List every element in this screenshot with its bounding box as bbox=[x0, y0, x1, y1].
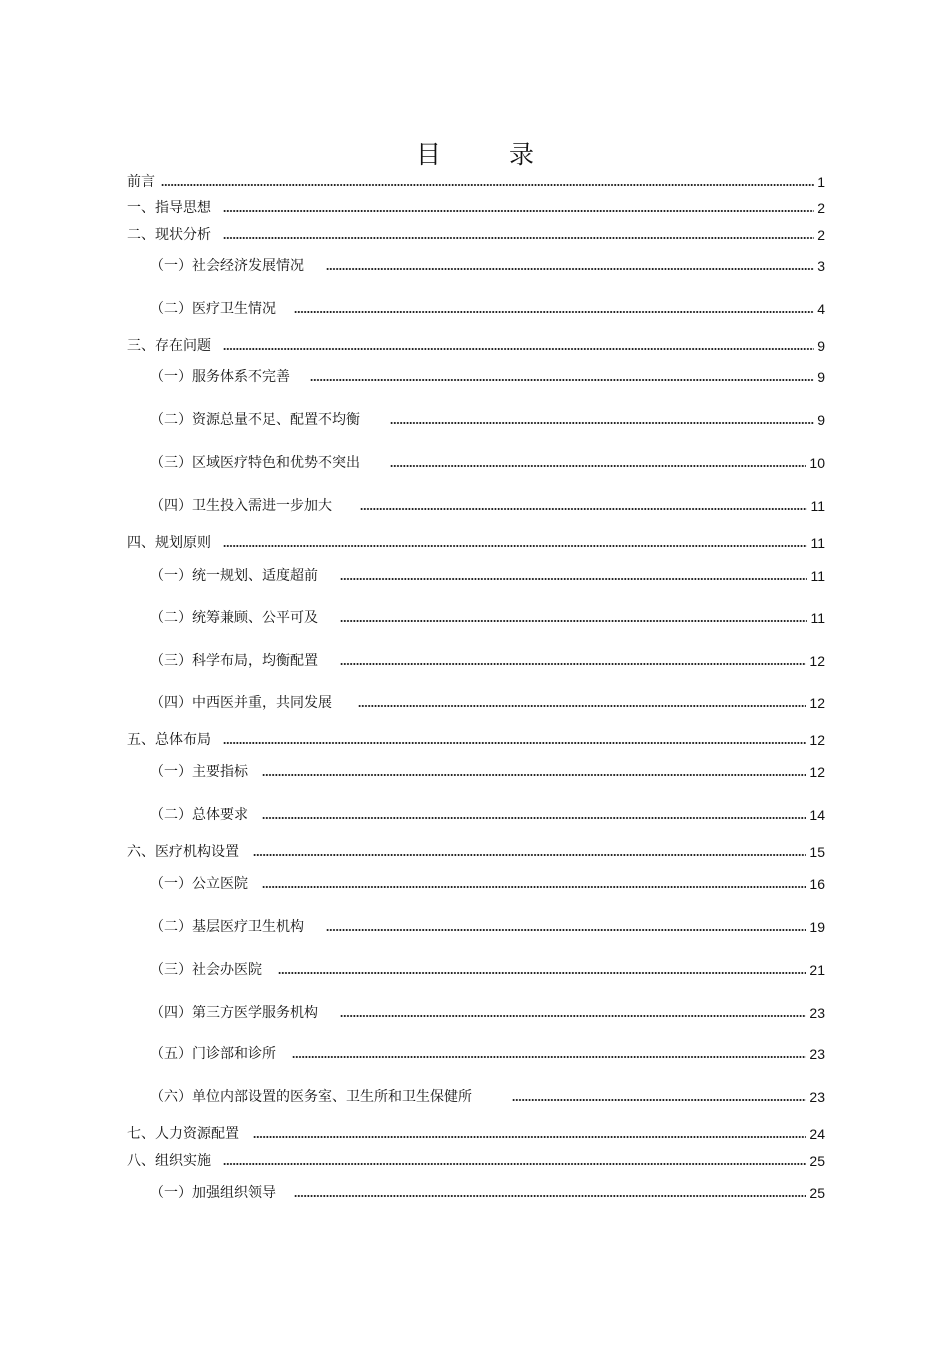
toc-entry-label: 七、人力资源配置 bbox=[127, 1126, 239, 1142]
toc-entry-12[interactable] bbox=[150, 608, 825, 628]
toc-entry-19[interactable] bbox=[150, 874, 825, 894]
toc-entry-page: 11 bbox=[810, 610, 825, 626]
toc-entry-page: 2 bbox=[817, 227, 825, 243]
toc-entry-17[interactable] bbox=[150, 805, 825, 825]
toc-entry-label: 三、存在问题 bbox=[127, 338, 211, 354]
toc-entry-20[interactable] bbox=[150, 917, 825, 937]
toc-dot-leader bbox=[340, 1013, 806, 1019]
toc-dot-leader bbox=[223, 208, 814, 214]
toc-entry-page: 4 bbox=[817, 301, 825, 317]
toc-entry-0[interactable] bbox=[127, 172, 825, 192]
toc-entry-page: 23 bbox=[809, 1046, 825, 1062]
toc-entry-11[interactable] bbox=[150, 566, 825, 586]
toc-dot-leader bbox=[262, 815, 806, 821]
toc-entry-label: （二）统筹兼顾、公平可及 bbox=[150, 610, 318, 626]
toc-entry-label: 一、指导思想 bbox=[127, 200, 211, 216]
toc-dot-leader bbox=[292, 1054, 806, 1060]
toc-entry-26[interactable] bbox=[127, 1151, 825, 1171]
toc-entry-label: 八、组织实施 bbox=[127, 1153, 211, 1169]
toc-entry-2[interactable] bbox=[127, 225, 825, 245]
toc-entry-label: （二）医疗卫生情况 bbox=[150, 301, 276, 317]
toc-entry-label: （一）统一规划、适度超前 bbox=[150, 568, 318, 584]
toc-dot-leader bbox=[223, 346, 814, 352]
toc-dot-leader bbox=[340, 661, 806, 667]
toc-entry-label: （四）中西医并重，共同发展 bbox=[150, 695, 332, 711]
toc-entry-page: 1 bbox=[817, 174, 825, 190]
toc-dot-leader bbox=[223, 235, 814, 241]
toc-entry-page: 3 bbox=[817, 258, 825, 274]
toc-entry-page: 12 bbox=[809, 764, 825, 780]
toc-entry-label: （三）科学布局，均衡配置 bbox=[150, 653, 318, 669]
toc-entry-3[interactable] bbox=[150, 256, 825, 276]
toc-entry-label: 前言 bbox=[127, 174, 155, 190]
toc-entry-label: （一）服务体系不完善 bbox=[150, 369, 290, 385]
toc-dot-leader bbox=[223, 740, 806, 746]
toc-entry-page: 15 bbox=[809, 844, 825, 860]
toc-entry-page: 24 bbox=[809, 1126, 825, 1142]
toc-entry-label: （一）主要指标 bbox=[150, 764, 248, 780]
toc-dot-leader bbox=[340, 618, 807, 624]
toc-entry-18[interactable] bbox=[127, 842, 825, 862]
toc-entry-4[interactable] bbox=[150, 299, 825, 319]
toc-entry-label: （二）基层医疗卫生机构 bbox=[150, 919, 304, 935]
toc-dot-leader bbox=[512, 1097, 806, 1103]
toc-entry-page: 23 bbox=[809, 1005, 825, 1021]
toc-dot-leader bbox=[294, 309, 814, 315]
toc-entry-page: 16 bbox=[809, 876, 825, 892]
toc-entry-page: 10 bbox=[809, 455, 825, 471]
toc-entry-page: 11 bbox=[810, 568, 825, 584]
toc-entry-page: 2 bbox=[817, 200, 825, 216]
toc-entry-label: （一）公立医院 bbox=[150, 876, 248, 892]
toc-entry-label: （三）区域医疗特色和优势不突出 bbox=[150, 455, 360, 471]
toc-entry-page: 9 bbox=[817, 412, 825, 428]
toc-entry-7[interactable] bbox=[150, 410, 825, 430]
toc-entry-page: 12 bbox=[809, 695, 825, 711]
toc-entry-page: 9 bbox=[817, 338, 825, 354]
toc-entry-page: 23 bbox=[809, 1089, 825, 1105]
toc-entry-label: （一）社会经济发展情况 bbox=[150, 258, 304, 274]
toc-entry-page: 11 bbox=[810, 498, 825, 514]
toc-dot-leader bbox=[340, 576, 807, 582]
toc-entry-15[interactable] bbox=[127, 730, 825, 750]
toc-dot-leader bbox=[253, 852, 806, 858]
toc-entry-5[interactable] bbox=[127, 336, 825, 356]
toc-entry-label: 四、规划原则 bbox=[127, 535, 211, 551]
toc-dot-leader bbox=[223, 543, 807, 549]
toc-entry-27[interactable] bbox=[150, 1183, 825, 1203]
toc-entry-1[interactable] bbox=[127, 198, 825, 218]
toc-dot-leader bbox=[278, 970, 806, 976]
toc-dot-leader bbox=[262, 884, 806, 890]
toc-dot-leader bbox=[358, 703, 806, 709]
toc-entry-page: 12 bbox=[809, 653, 825, 669]
toc-entry-page: 11 bbox=[810, 535, 825, 551]
toc-dot-leader bbox=[310, 377, 814, 383]
toc-entry-10[interactable] bbox=[127, 533, 825, 553]
toc-dot-leader bbox=[253, 1134, 806, 1140]
toc-entry-21[interactable] bbox=[150, 960, 825, 980]
toc-entry-page: 25 bbox=[809, 1185, 825, 1201]
toc-dot-leader bbox=[360, 506, 807, 512]
toc-dot-leader bbox=[262, 772, 806, 778]
toc-entry-page: 19 bbox=[809, 919, 825, 935]
toc-entry-page: 25 bbox=[809, 1153, 825, 1169]
toc-entry-24[interactable] bbox=[150, 1087, 825, 1107]
toc-dot-leader bbox=[326, 266, 814, 272]
toc-entry-23[interactable] bbox=[150, 1044, 825, 1064]
toc-entry-page: 14 bbox=[809, 807, 825, 823]
toc-dot-leader bbox=[294, 1193, 806, 1199]
toc-entry-label: （二）总体要求 bbox=[150, 807, 248, 823]
toc-entry-label: （二）资源总量不足、配置不均衡 bbox=[150, 412, 360, 428]
toc-dot-leader bbox=[223, 1161, 806, 1167]
toc-dot-leader bbox=[390, 463, 806, 469]
toc-entry-9[interactable] bbox=[150, 496, 825, 516]
toc-entry-label: （三）社会办医院 bbox=[150, 962, 262, 978]
toc-entry-label: 二、现状分析 bbox=[127, 227, 211, 243]
toc-entry-label: （一）加强组织领导 bbox=[150, 1185, 276, 1201]
toc-dot-leader bbox=[161, 182, 814, 188]
toc-entry-13[interactable] bbox=[150, 651, 825, 671]
toc-entry-page: 12 bbox=[809, 732, 825, 748]
toc-entry-label: （六）单位内部设置的医务室、卫生所和卫生保健所 bbox=[150, 1089, 472, 1105]
toc-entry-22[interactable] bbox=[150, 1003, 825, 1023]
toc-entry-label: 六、医疗机构设置 bbox=[127, 844, 239, 860]
toc-dot-leader bbox=[326, 927, 806, 933]
toc-entry-8[interactable] bbox=[150, 453, 825, 473]
toc-entry-label: （五）门诊部和诊所 bbox=[150, 1046, 276, 1062]
toc-entry-25[interactable] bbox=[127, 1124, 825, 1144]
toc-entry-page: 21 bbox=[809, 962, 825, 978]
toc-dot-leader bbox=[390, 420, 814, 426]
page-title: 目 录 bbox=[416, 140, 564, 169]
toc-entry-label: （四）第三方医学服务机构 bbox=[150, 1005, 318, 1021]
toc-entry-14[interactable] bbox=[150, 693, 825, 713]
toc-entry-page: 9 bbox=[817, 369, 825, 385]
toc-entry-16[interactable] bbox=[150, 762, 825, 782]
toc-entry-label: 五、总体布局 bbox=[127, 732, 211, 748]
toc-entry-label: （四）卫生投入需进一步加大 bbox=[150, 498, 332, 514]
toc-entry-6[interactable] bbox=[150, 367, 825, 387]
